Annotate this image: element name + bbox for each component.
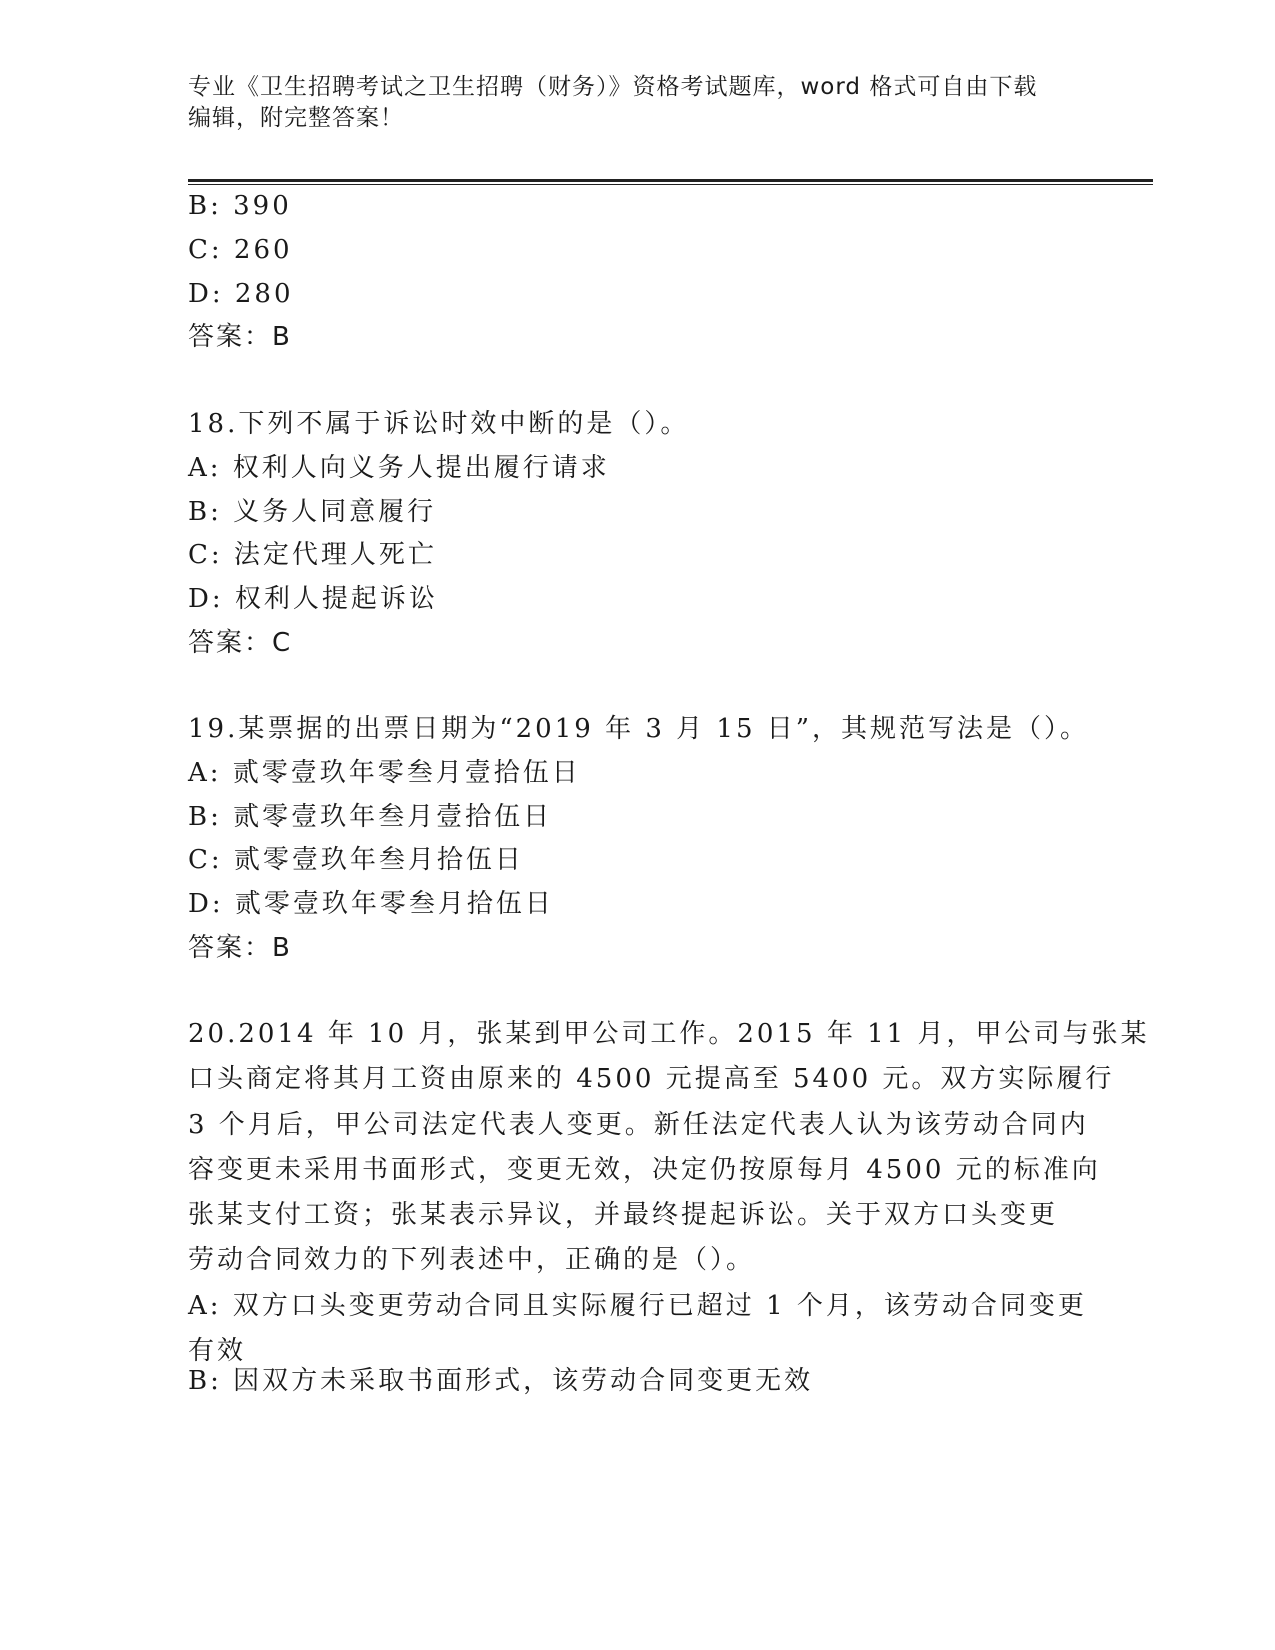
- q17-option-c: C: 260: [188, 235, 293, 265]
- q19-option-d: D: 贰零壹玖年零叁月拾伍日: [188, 889, 554, 919]
- header-divider-thin: [188, 184, 1153, 185]
- q20-stem-line: 3 个月后，甲公司法定代表人变更。新任法定代表人认为该劳动合同内: [188, 1109, 1089, 1140]
- q18-stem: 18.下列不属于诉讼时效中断的是（）。: [188, 409, 690, 439]
- q20-stem-line: 20.2014 年 10 月，张某到甲公司工作。2015 年 11 月，甲公司与张某: [188, 1019, 1150, 1049]
- header-divider-thick: [188, 179, 1153, 182]
- q17-answer: 答案：B: [188, 322, 292, 352]
- document-header: [188, 72, 1088, 134]
- q18-option-a: A: 权利人向义务人提出履行请求: [188, 453, 610, 483]
- q20-option-a-line: 有效: [188, 1336, 247, 1367]
- q18-answer: 答案：C: [188, 628, 293, 658]
- q17-option-b: B: 390: [188, 191, 292, 221]
- q20-stem: [188, 1012, 1150, 1284]
- q19-answer: 答案：B: [188, 933, 292, 963]
- header-line-2: 编辑，附完整答案！: [188, 105, 404, 131]
- q20-stem-line: 口头商定将其月工资由原来的 4500 元提高至 5400 元。双方实际履行: [188, 1064, 1115, 1095]
- q18-option-c: C: 法定代理人死亡: [188, 540, 437, 570]
- q19-option-b: B: 贰零壹玖年叁月壹拾伍日: [188, 802, 553, 832]
- q20-option-a-line: A: 双方口头变更劳动合同且实际履行已超过 1 个月，该劳动合同变更: [188, 1291, 1087, 1321]
- q20-option-b: B: 因双方未采取书面形式，该劳动合同变更无效: [188, 1366, 814, 1396]
- q20-option-a: [188, 1284, 1088, 1375]
- q18-option-d: D: 权利人提起诉讼: [188, 584, 438, 614]
- header-line-1: 专业《卫生招聘考试之卫生招聘（财务）》资格考试题库，word 格式可自由下载: [188, 74, 1038, 100]
- q20-stem-line: 劳动合同效力的下列表述中，正确的是（）。: [188, 1245, 756, 1276]
- q20-stem-line: 容变更未采用书面形式，变更无效，决定仍按原每月 4500 元的标准向: [188, 1154, 1101, 1185]
- q17-option-d: D: 280: [188, 279, 294, 309]
- q19-option-a: A: 贰零壹玖年零叁月壹拾伍日: [188, 758, 581, 788]
- q19-stem: 19.某票据的出票日期为“2019 年 3 月 15 日”，其规范写法是（）。: [188, 714, 1090, 744]
- q19-option-c: C: 贰零壹玖年叁月拾伍日: [188, 845, 524, 875]
- q18-option-b: B: 义务人同意履行: [188, 497, 437, 527]
- q20-stem-line: 张某支付工资；张某表示异议，并最终提起诉讼。关于双方口头变更: [188, 1200, 1059, 1231]
